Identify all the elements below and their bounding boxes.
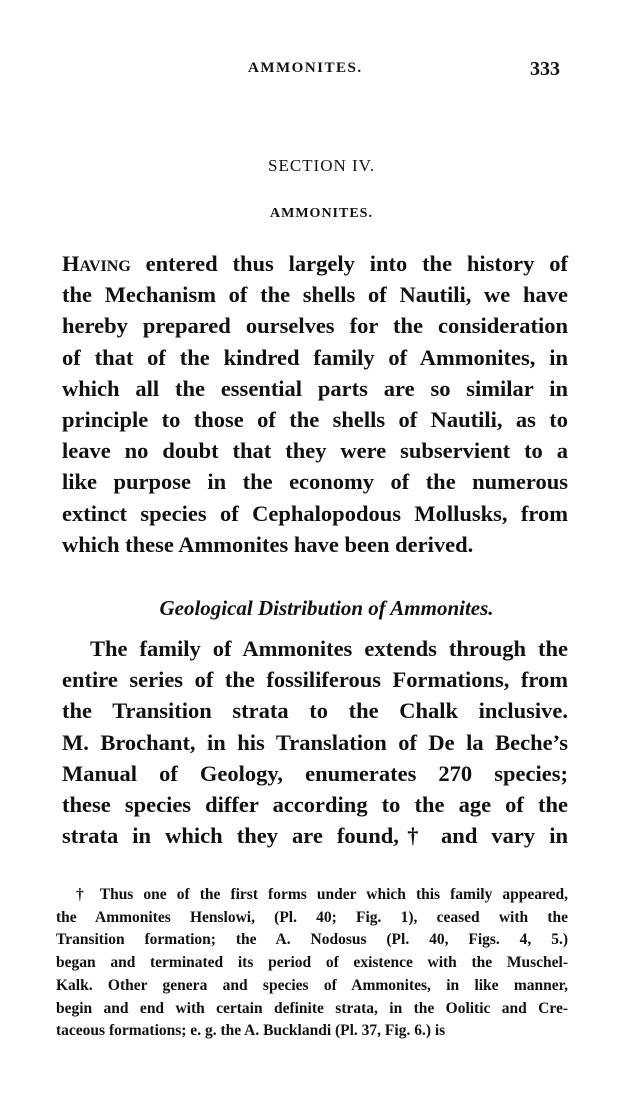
text-line-rest: The family of Ammonites extends through the (90, 636, 568, 661)
text-line: which all the essential parts are so similar in (62, 375, 568, 401)
footnote-line: began and terminated its period of existence with the Muschel- (56, 954, 568, 972)
text-line: of that of the kindred family of Ammonites, in (62, 344, 568, 370)
text-line: which these Ammonites have been derived. (62, 531, 474, 557)
subsection-heading: Geological Distribution of Ammonites. (159, 596, 494, 620)
footnote-line: taceous formations; e. g. the A. Bucklandi (Pl. 37, Fig. 6.) is (56, 1022, 446, 1040)
text-line: hereby prepared ourselves for the consideration (62, 313, 568, 339)
text-line: the Mechanism of the shells of Nautili, we have (62, 282, 568, 308)
footnote-line: Transition formation; the A. Nodosus (Pl. 40, Figs. 4, 5.) (56, 931, 568, 949)
text-line: entire series of the fossiliferous Formations, from (62, 667, 568, 693)
page-number: 333 (530, 58, 560, 80)
running-title: AMMONITES. (248, 60, 363, 76)
text-line: leave no doubt that they were subservient to a (62, 438, 568, 464)
text-line: these species differ according to the age of the (62, 792, 568, 818)
footnote-line: begin and end with certain definite strata, in the Oolitic and Cre- (56, 999, 568, 1017)
section-subheading: AMMONITES. (270, 206, 373, 221)
text-line: the Transition strata to the Chalk inclusive. (62, 698, 568, 724)
opening-word: Having (62, 251, 131, 276)
text-line: extinct species of Cephalopodous Mollusks, from (62, 500, 568, 526)
footnote-line: † Thus one of the first forms under which this family appeared, (76, 886, 568, 903)
text-line (62, 248, 568, 279)
text-line: like purpose in the economy of the numerous (62, 469, 568, 495)
text-line: M. Brochant, in his Translation of De la Beche’s (62, 729, 568, 755)
footnote-line: the Ammonites Henslowi, (Pl. 40; Fig. 1), ceased with the (56, 908, 568, 926)
running-head (0, 58, 635, 84)
text-line: strata in which they are found,† and vary in (62, 823, 568, 849)
paragraph-distribution (62, 633, 568, 851)
text-line: principle to those of the shells of Nautili, as to (62, 407, 568, 433)
text-line: Manual of Geology, enumerates 270 species; (62, 760, 568, 786)
text-line (62, 633, 568, 664)
section-heading: SECTION IV. (267, 156, 376, 175)
footnote (56, 884, 568, 1043)
text-line-rest: entered thus largely into the history of (130, 251, 568, 276)
footnote-line: Kalk. Other genera and species of Ammonites, in like manner, (56, 976, 568, 994)
paragraph-intro (62, 248, 568, 560)
